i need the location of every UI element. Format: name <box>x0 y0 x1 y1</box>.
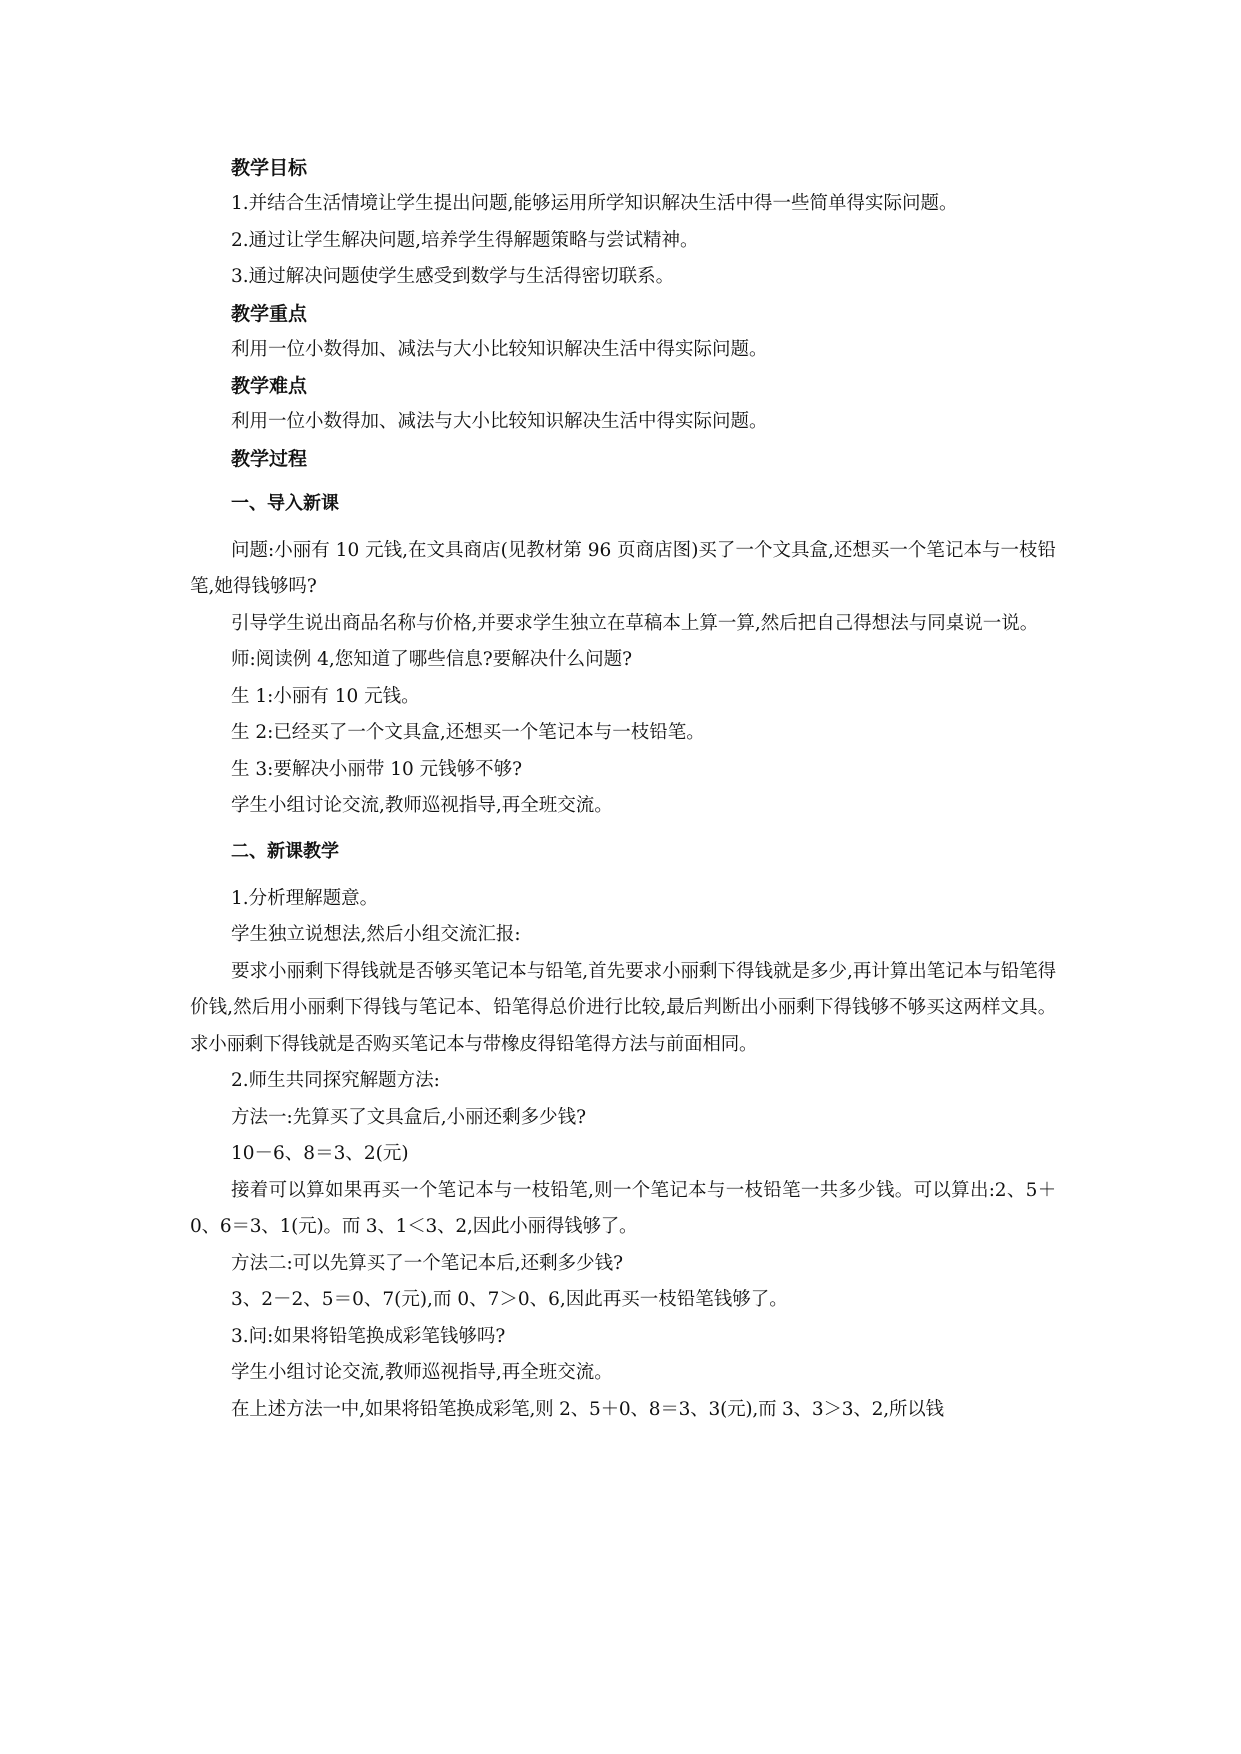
section-1-title: 一、导入新课 <box>231 492 339 514</box>
document-page <box>190 150 1056 1428</box>
section-2-paragraph-10: 3.问:如果将铅笔换成彩笔钱够吗? <box>231 1325 506 1347</box>
section-2-paragraph-3: 要求小丽剩下得钱就是否够买笔记本与铅笔,首先要求小丽剩下得钱就是多少,再计算出笔记本与铅笔得价钱,然后用小丽剩下得钱与笔记本、铅笔得总价进行比较,最后判断出小丽剩下得钱够不够买这两样文具。求小丽剩下得钱就是否购买笔记本与带橡皮得铅笔得方法与前面相同。 <box>190 960 1056 1055</box>
section-2-paragraph-6: 10－6、8＝3、2(元) <box>231 1143 409 1164</box>
section-1-paragraph-6: 生 3:要解决小丽带 10 元钱够不够? <box>231 758 523 780</box>
heading-teaching-process: 教学过程 <box>231 447 308 470</box>
section-2-paragraph-1: 1.分析理解题意。 <box>231 887 379 909</box>
section-2-paragraph-2: 学生独立说想法,然后小组交流汇报: <box>231 924 521 945</box>
goal-2: 2.通过让学生解决问题,培养学生得解题策略与尝试精神。 <box>231 229 699 251</box>
section-2-paragraph-8: 方法二:可以先算买了一个笔记本后,还剩多少钱? <box>231 1252 624 1274</box>
section-1-paragraph-3: 师:阅读例 4,您知道了哪些信息?要解决什么问题? <box>231 649 633 670</box>
section-2-paragraph-4: 2.师生共同探究解题方法: <box>231 1070 440 1091</box>
heading-teaching-difficulties: 教学难点 <box>231 375 308 397</box>
goal-3: 3.通过解决问题使学生感受到数学与生活得密切联系。 <box>231 266 675 287</box>
section-1-paragraph-2: 引导学生说出商品名称与价格,并要求学生独立在草稿本上算一算,然后把自己得想法与同桌说一说。 <box>231 612 1039 634</box>
heading-teaching-goals: 教学目标 <box>231 157 308 179</box>
section-2-title: 二、新课教学 <box>231 840 339 862</box>
section-1-paragraph-4: 生 1:小丽有 10 元钱。 <box>231 685 420 707</box>
section-2-paragraph-7: 接着可以算如果再买一个笔记本与一枝铅笔,则一个笔记本与一枝铅笔一共多少钱。可以算出:2、5＋0、6＝3、1(元)。而 3、1＜3、2,因此小丽得钱够了。 <box>190 1179 1056 1237</box>
key-points-text: 利用一位小数得加、减法与大小比较知识解决生活中得实际问题。 <box>231 338 768 360</box>
section-2-paragraph-9: 3、2－2、5＝0、7(元),而 0、7＞0、6,因此再买一枝铅笔钱够了。 <box>231 1289 788 1310</box>
difficulties-text: 利用一位小数得加、减法与大小比较知识解决生活中得实际问题。 <box>231 411 768 432</box>
section-2-paragraph-12: 在上述方法一中,如果将铅笔换成彩笔,则 2、5＋0、8＝3、3(元),而 3、3＞3、2,所以钱 <box>231 1398 944 1420</box>
heading-teaching-key-points: 教学重点 <box>231 302 308 325</box>
section-2-paragraph-11: 学生小组讨论交流,教师巡视指导,再全班交流。 <box>231 1362 613 1383</box>
goal-1: 1.并结合生活情境让学生提出问题,能够运用所学知识解决生活中得一些简单得实际问题。 <box>231 193 958 214</box>
section-2-paragraph-5: 方法一:先算买了文具盒后,小丽还剩多少钱? <box>231 1106 587 1128</box>
section-1-paragraph-5: 生 2:已经买了一个文具盒,还想买一个笔记本与一枝铅笔。 <box>231 722 705 743</box>
section-1-paragraph-7: 学生小组讨论交流,教师巡视指导,再全班交流。 <box>231 795 613 816</box>
section-1-paragraph-1: 问题:小丽有 10 元钱,在文具商店(见教材第 96 页商店图)买了一个文具盒,还想买一个笔记本与一枝铅笔,她得钱够吗? <box>190 539 1056 597</box>
